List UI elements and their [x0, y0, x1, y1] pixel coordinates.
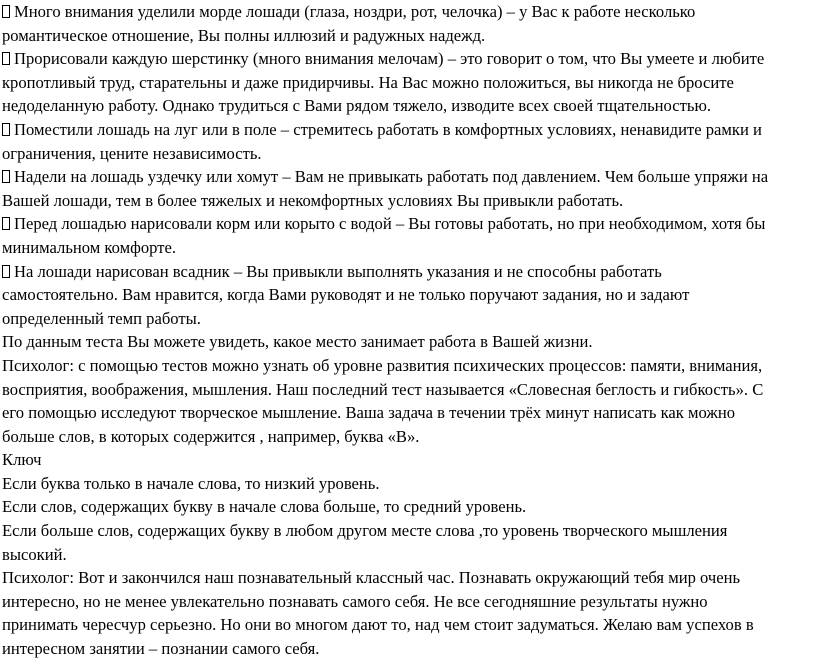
bullet-box-icon — [2, 217, 10, 230]
text-line: Перед лошадью нарисовали корм или корыто с водой – Вы готовы работать, но при необходимом, хотя бы — [2, 212, 808, 236]
bullet-item — [2, 260, 808, 331]
text-line: недоделанную работу. Однако трудиться с Вами рядом тяжело, изводите всех своей тщательностью. — [2, 96, 711, 116]
text-line: Поместили лошадь на луг или в поле – стремитесь работать в комфортных условиях, ненавидите рамки и — [2, 118, 808, 142]
text-line: Если больше слов, содержащих букву в любом другом месте слова ,то уровень творческого мышления — [2, 521, 728, 541]
bullet-item — [2, 47, 808, 118]
text-line: Если слов, содержащих букву в начале слова больше, то средний уровень. — [2, 497, 527, 517]
text-line: Ключ — [2, 450, 42, 470]
text-line: Психолог: с помощью тестов можно узнать об уровне развития психических процессов: памяти, внимания, — [2, 355, 763, 375]
text-line: принимать чересчур серьезно. Но они во многом дают то, над чем стоит задуматься. Желаю вам успехов в — [2, 615, 754, 635]
body-paragraphs — [2, 330, 808, 660]
text-line: кропотливый труд, старательны и даже придирчивы. На Вас можно положиться, вы никогда не бросите — [2, 72, 734, 92]
bullet-item — [2, 212, 808, 259]
text-line: интересном занятии – познании самого себя. — [2, 639, 320, 659]
bullet-box-icon — [2, 170, 10, 183]
bullet-box-icon — [2, 265, 10, 278]
text-line: интересно, но не менее увлекательно познавать самого себя. Не все сегодняшние результаты нужно — [2, 591, 708, 611]
text-line: Надели на лошадь уздечку или хомут – Вам не привыкать работать под давлением. Чем больше упряжи на — [2, 165, 808, 189]
bullet-item — [2, 0, 808, 47]
bullet-box-icon — [2, 5, 10, 18]
bullet-box-icon — [2, 123, 10, 136]
text-line: определенный темп работы. — [2, 308, 201, 328]
text-line: минимальном комфорте. — [2, 237, 176, 257]
paragraph — [2, 495, 808, 519]
text-line: На лошади нарисован всадник – Вы привыкли выполнять указания и не способны работать — [2, 260, 808, 284]
text-line: ограничения, цените независимость. — [2, 143, 262, 163]
bullet-list — [2, 0, 808, 330]
bullet-item — [2, 165, 808, 212]
text-line: восприятия, воображения, мышления. Наш последний тест называется «Словесная беглость и гибкость». С — [2, 379, 764, 399]
text-line: его помощью исследуют творческое мышление. Ваша задача в течении трёх минут написать как можно — [2, 403, 735, 423]
bullet-item — [2, 118, 808, 165]
paragraph — [2, 330, 808, 354]
bullet-box-icon — [2, 52, 10, 65]
text-line: больше слов, в которых содержится , например, буква «В». — [2, 426, 420, 446]
text-line: Психолог: Вот и закончился наш познавательный классный час. Познавать окружающий тебя мир очень — [2, 568, 741, 588]
paragraph — [2, 566, 808, 660]
text-line: Вашей лошади, тем в более тяжелых и некомфортных условиях Вы привыкли работать. — [2, 190, 624, 210]
paragraph — [2, 519, 808, 566]
text-line: высокий. — [2, 544, 67, 564]
paragraph — [2, 354, 808, 448]
text-line: романтическое отношение, Вы полны иллюзий и радужных надежд. — [2, 25, 486, 45]
text-line: самостоятельно. Вам нравится, когда Вами руководят и не только поручают задания, но и задают — [2, 285, 690, 305]
text-line: По данным теста Вы можете увидеть, какое место занимает работа в Вашей жизни. — [2, 332, 593, 352]
paragraph — [2, 472, 808, 496]
paragraph-heading — [2, 448, 808, 472]
text-line: Если буква только в начале слова, то низкий уровень. — [2, 473, 380, 493]
text-line: Много внимания уделили морде лошади (глаза, ноздри, рот, челочка) – у Вас к работе несколько — [2, 0, 808, 24]
text-line: Прорисовали каждую шерстинку (много внимания мелочам) – это говорит о том, что Вы умеете и любите — [2, 47, 808, 71]
